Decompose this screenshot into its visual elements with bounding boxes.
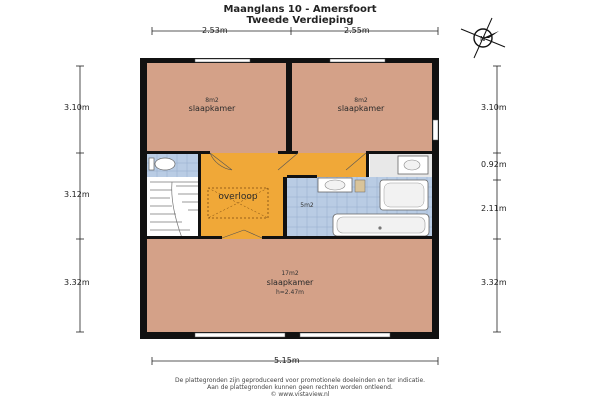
bedroom-right-area: 8m2 [354, 97, 368, 104]
bathroom-area: 5m2 [300, 202, 314, 209]
copyright: © www.vistaview.nl [270, 391, 330, 398]
dim-right-top: 3.10m [481, 103, 507, 112]
dim-bottom: 5.15m [274, 356, 300, 365]
bedroom-bottom-height: h=2.47m [275, 289, 305, 296]
bedroom-left-area: 8m2 [205, 97, 219, 104]
toilet-icon [149, 158, 175, 170]
bedroom-left-label: slaapkamer [188, 104, 236, 113]
dim-top-right: 2.55m [344, 26, 370, 35]
disclaimer-line1: De plattegronden zijn geproduceerd voor promotionele doeleinden en ter indicatie. [174, 377, 426, 384]
bedroom-right-label: slaapkamer [337, 104, 385, 113]
dim-left-mid: 3.12m [64, 190, 90, 199]
bedroom-bottom-label: slaapkamer [266, 278, 314, 287]
dim-left-top: 3.10m [64, 103, 90, 112]
dim-top-left: 2.53m [202, 26, 228, 35]
compass-icon [461, 18, 505, 58]
landing-label: overloop [218, 192, 258, 202]
plan-subtitle: Tweede Verdieping [246, 15, 354, 26]
dim-right-mid1: 0.92m [481, 160, 507, 169]
dim-right-mid2: 2.11m [481, 204, 507, 213]
sink-icon [318, 178, 365, 192]
bathtub-icon [333, 214, 429, 236]
dim-left-bottom: 3.32m [64, 278, 90, 287]
disclaimer-line2: Aan de plattegronden kunnen geen rechten worden ontleend. [207, 384, 393, 391]
plan-title: Maanglans 10 - Amersfoort [223, 4, 377, 15]
dim-right-bottom: 3.32m [481, 278, 507, 287]
bedroom-bottom-area: 17m2 [281, 270, 299, 277]
landing-floor-upper [284, 153, 368, 177]
svg-text:N: N [480, 35, 486, 43]
